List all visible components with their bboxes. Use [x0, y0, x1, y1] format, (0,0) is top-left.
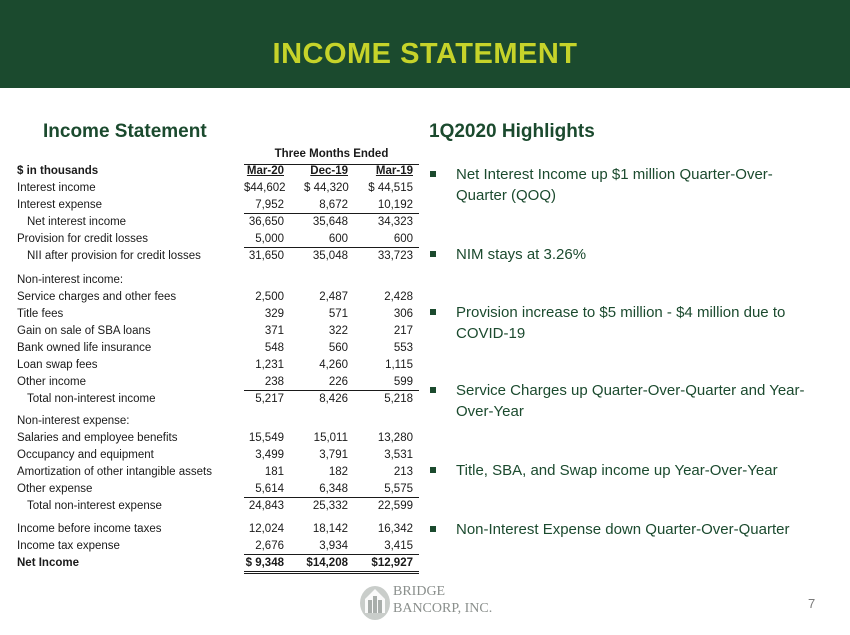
cell: 25,332	[312, 500, 348, 512]
table-row	[17, 374, 413, 391]
row-label: Net Income	[17, 557, 79, 569]
column-dec-19: Dec-19	[310, 165, 348, 177]
table-row	[17, 306, 413, 323]
logo-text-line2: BANCORP, INC.	[393, 601, 493, 616]
highlights-heading: 1Q2020 Highlights	[429, 121, 595, 142]
cell: 599	[393, 376, 413, 388]
cell: $14,208	[306, 557, 348, 569]
row-label: Income before income taxes	[17, 523, 162, 535]
income-statement-heading: Income Statement	[43, 121, 207, 142]
cell: 8,426	[319, 393, 348, 405]
table-row	[17, 214, 413, 231]
unit-label: $ in thousands	[17, 165, 99, 177]
cell: 3,415	[384, 540, 413, 552]
row-label: Salaries and employee benefits	[17, 432, 178, 444]
table-row	[17, 340, 413, 357]
table-row	[17, 498, 413, 515]
cell: 36,650	[248, 216, 284, 228]
cell: 8,672	[319, 199, 348, 211]
table-row	[17, 197, 413, 214]
table-row	[17, 521, 413, 538]
cell: 4,260	[319, 359, 348, 371]
cell: 3,791	[319, 449, 348, 461]
row-label: Total non-interest expense	[27, 500, 162, 512]
page-title: INCOME STATEMENT	[272, 38, 578, 70]
cell: 2,428	[384, 291, 413, 303]
total-double-rule	[244, 573, 419, 574]
row-label: Income tax expense	[17, 540, 120, 552]
cell: 33,723	[377, 250, 413, 262]
row-label: Loan swap fees	[17, 359, 98, 371]
row-label: Bank owned life insurance	[17, 342, 152, 354]
page-number: 7	[808, 596, 816, 611]
bullet-square-icon	[430, 171, 436, 177]
cell: 12,024	[248, 523, 284, 535]
cell: 560	[328, 342, 348, 354]
column-mar-19: Mar-19	[375, 165, 413, 177]
table-row	[17, 555, 413, 572]
cell: 600	[328, 233, 348, 245]
cell: 5,217	[255, 393, 284, 405]
row-label: Title fees	[17, 308, 64, 320]
table-row	[17, 289, 413, 306]
table-row	[17, 357, 413, 374]
cell: 213	[393, 466, 413, 478]
table-row	[17, 180, 413, 197]
table-row	[17, 430, 413, 447]
cell: 5,575	[384, 483, 413, 495]
cell: 35,048	[312, 250, 348, 262]
cell: 322	[328, 325, 348, 337]
row-label: Interest income	[17, 182, 96, 194]
row-label: Gain on sale of SBA loans	[17, 325, 151, 337]
cell: 571	[328, 308, 348, 320]
row-label: Other expense	[17, 483, 93, 495]
table-row	[17, 272, 407, 289]
logo-text-line1: BRIDGE	[393, 584, 446, 599]
table-row	[17, 464, 413, 481]
bullet-square-icon	[430, 387, 436, 393]
table-row	[17, 248, 413, 265]
column-header-row	[17, 163, 413, 180]
total-double-rule	[244, 571, 419, 572]
row-label: NII after provision for credit losses	[27, 250, 201, 262]
table-row	[17, 447, 413, 464]
cell: $12,927	[371, 557, 413, 569]
cell: 15,011	[313, 432, 348, 444]
cell: 2,676	[255, 540, 284, 552]
cell: 6,348	[319, 483, 348, 495]
three-months-ended-header: Three Months Ended	[244, 148, 419, 165]
cell: 329	[264, 308, 284, 320]
cell: 306	[393, 308, 413, 320]
row-label: Net interest income	[27, 216, 127, 228]
bridge-logo-icon	[358, 583, 392, 623]
cell: 34,323	[377, 216, 413, 228]
cell: 600	[393, 233, 413, 245]
bullet-square-icon	[430, 251, 436, 257]
cell: 3,531	[384, 449, 413, 461]
column-mar-20: Mar-20	[246, 165, 284, 177]
table-row	[17, 413, 407, 430]
row-label: Total non-interest income	[27, 393, 156, 405]
cell: 553	[393, 342, 413, 354]
cell: 5,218	[384, 393, 413, 405]
row-label: Other income	[17, 376, 87, 388]
cell: 2,487	[319, 291, 348, 303]
row-label: Amortization of other intangible assets	[17, 466, 212, 478]
cell: $44,602	[244, 182, 286, 194]
cell: 1,231	[255, 359, 284, 371]
cell: 3,499	[255, 449, 284, 461]
bullet-square-icon	[430, 309, 436, 315]
table-row	[17, 481, 413, 498]
row-label: Non-interest income:	[17, 274, 124, 286]
cell: $ 44,320	[304, 182, 349, 194]
cell: 31,650	[248, 250, 284, 262]
cell: $ 9,348	[245, 557, 284, 569]
cell: $ 44,515	[368, 182, 413, 194]
bullet-square-icon	[430, 526, 436, 532]
cell: 182	[328, 466, 348, 478]
cell: 371	[264, 325, 284, 337]
cell: 181	[264, 466, 284, 478]
row-label: Provision for credit losses	[17, 233, 149, 245]
cell: 5,000	[255, 233, 284, 245]
bullet-square-icon	[430, 467, 436, 473]
title-banner	[0, 0, 850, 88]
table-row	[17, 323, 413, 340]
row-label: Service charges and other fees	[17, 291, 177, 303]
cell: 15,549	[248, 432, 284, 444]
cell: 3,934	[319, 540, 348, 552]
cell: 2,500	[255, 291, 284, 303]
row-label: Occupancy and equipment	[17, 449, 154, 461]
table-row	[17, 231, 413, 248]
cell: 10,192	[377, 199, 413, 211]
cell: 226	[328, 376, 348, 388]
table-row	[17, 391, 413, 408]
cell: 5,614	[255, 483, 284, 495]
row-label: Interest expense	[17, 199, 103, 211]
row-label: Non-interest expense:	[17, 415, 130, 427]
cell: 22,599	[377, 500, 413, 512]
cell: 1,115	[385, 359, 413, 371]
cell: 238	[264, 376, 284, 388]
table-row	[17, 538, 413, 555]
cell: 18,142	[312, 523, 348, 535]
cell: 35,648	[312, 216, 348, 228]
cell: 7,952	[255, 199, 284, 211]
cell: 217	[393, 325, 413, 337]
cell: 24,843	[248, 500, 284, 512]
cell: 16,342	[377, 523, 413, 535]
cell: 548	[264, 342, 284, 354]
cell: 13,280	[377, 432, 413, 444]
